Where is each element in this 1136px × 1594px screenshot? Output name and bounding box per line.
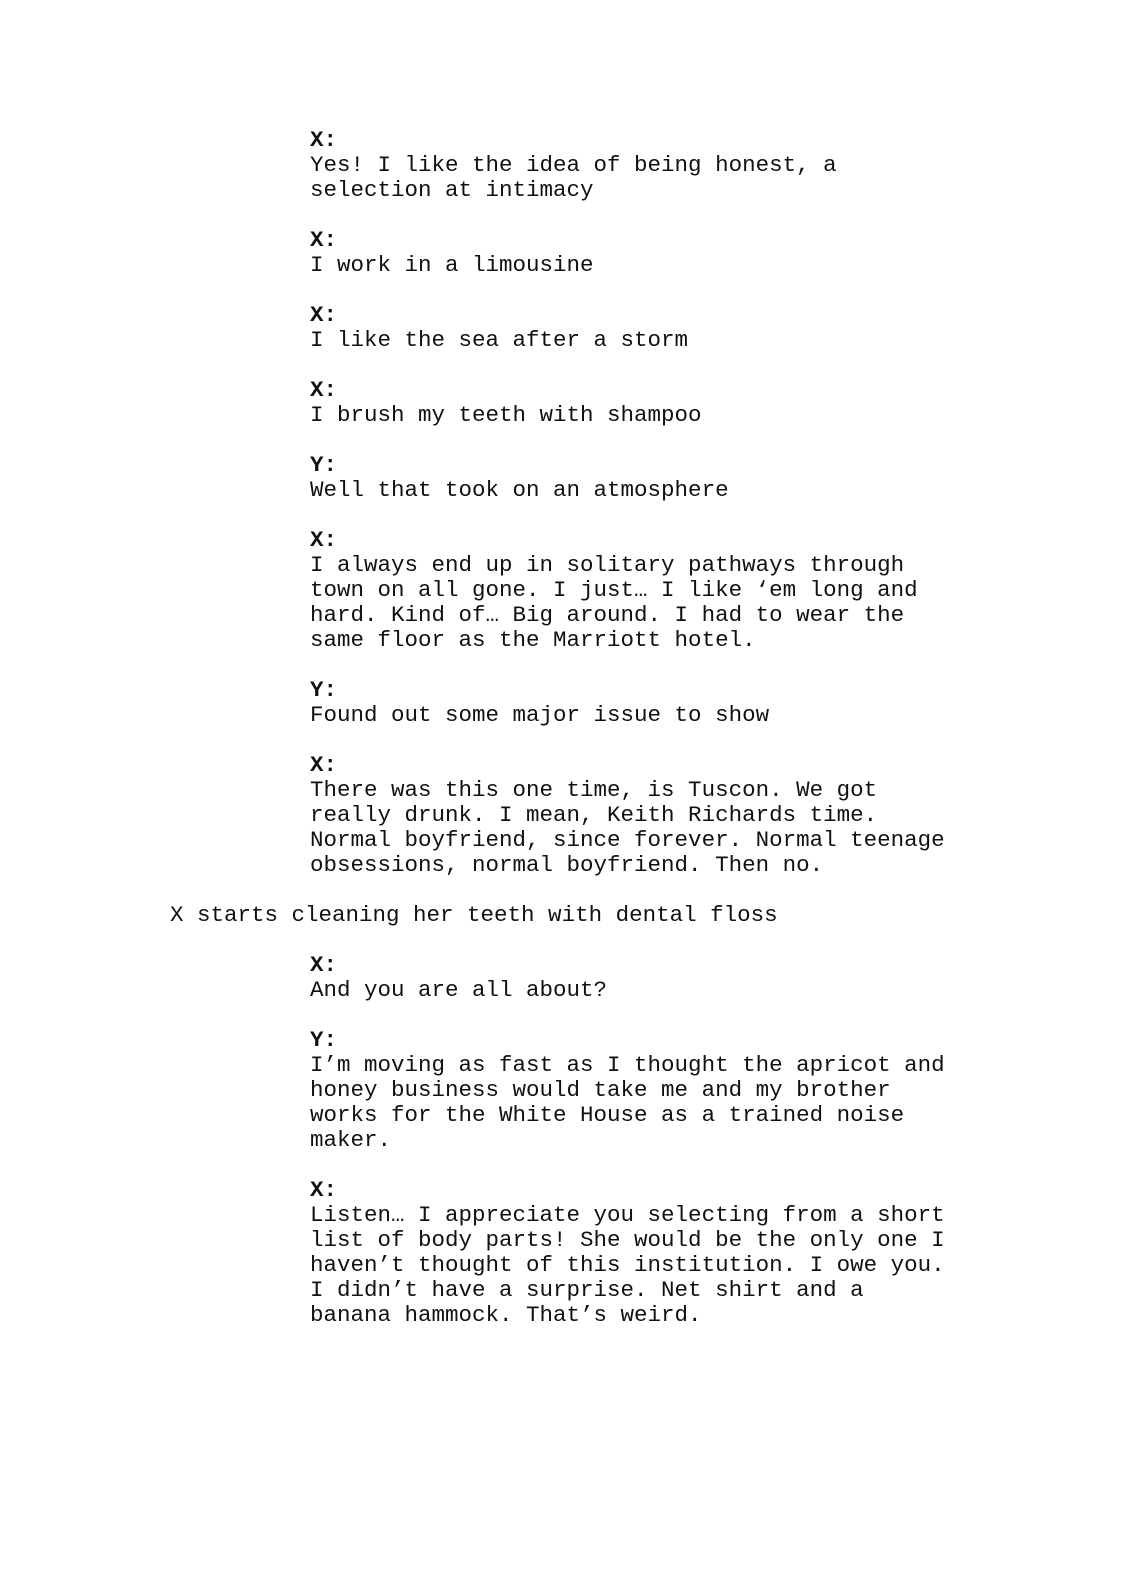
speaker-name: X: [310,1177,338,1203]
dialogue-line: selection at intimacy [310,177,594,203]
speaker-name: Y: [310,452,338,478]
dialogue-line: haven’t thought of this institution. I owe you. [310,1252,945,1278]
dialogue-line: obsessions, normal boyfriend. Then no. [310,852,824,878]
speaker-name: X: [310,952,338,978]
dialogue-line: There was this one time, is Tuscon. We got [310,777,878,803]
dialogue-line: Yes! I like the idea of being honest, a [310,152,837,178]
dialogue-line: same floor as the Marriott hotel. [310,627,756,653]
dialogue-block [310,753,1136,878]
dialogue-block [310,303,1136,353]
dialogue-line: really drunk. I mean, Keith Richards time. [310,802,878,828]
dialogue-line: I brush my teeth with shampoo [310,402,702,428]
dialogue-line: I like the sea after a storm [310,327,689,353]
dialogue-line: I work in a limousine [310,252,594,278]
speaker-name: X: [310,527,338,553]
dialogue-line: Listen… I appreciate you selecting from a short [310,1202,945,1228]
dialogue-block [310,378,1136,428]
speaker-name: X: [310,302,338,328]
dialogue-line: maker. [310,1127,392,1153]
dialogue-block [310,1028,1136,1153]
dialogue-line: I didn’t have a surprise. Net shirt and a [310,1277,864,1303]
dialogue-line: Found out some major issue to show [310,702,770,728]
dialogue-line: list of body parts! She would be the only one I [310,1227,945,1253]
dialogue-line: I’m moving as fast as I thought the apricot and [310,1052,945,1078]
dialogue-block [310,528,1136,653]
dialogue-line: I always end up in solitary pathways through [310,552,905,578]
dialogue-block [310,128,1136,203]
dialogue-line: banana hammock. That’s weird. [310,1302,702,1328]
dialogue-line: hard. Kind of… Big around. I had to wear the [310,602,905,628]
dialogue-line: honey business would take me and my brother [310,1077,891,1103]
script-body [0,128,1136,1353]
dialogue-block [310,678,1136,728]
speaker-name: Y: [310,1027,338,1053]
dialogue-block [310,1178,1136,1328]
dialogue-line: And you are all about? [310,977,608,1003]
dialogue-line: Normal boyfriend, since forever. Normal teenage [310,827,945,853]
speaker-name: Y: [310,677,338,703]
speaker-name: X: [310,377,338,403]
dialogue-block [310,953,1136,1003]
dialogue-line: town on all gone. I just… I like ‘em long and [310,577,918,603]
dialogue-block [310,228,1136,278]
speaker-name: X: [310,752,338,778]
speaker-name: X: [310,227,338,253]
speaker-name: X: [310,127,338,153]
dialogue-line: Well that took on an atmosphere [310,477,729,503]
dialogue-line: works for the White House as a trained noise [310,1102,905,1128]
action-line: X starts cleaning her teeth with dental floss [170,902,778,928]
dialogue-block [310,453,1136,503]
